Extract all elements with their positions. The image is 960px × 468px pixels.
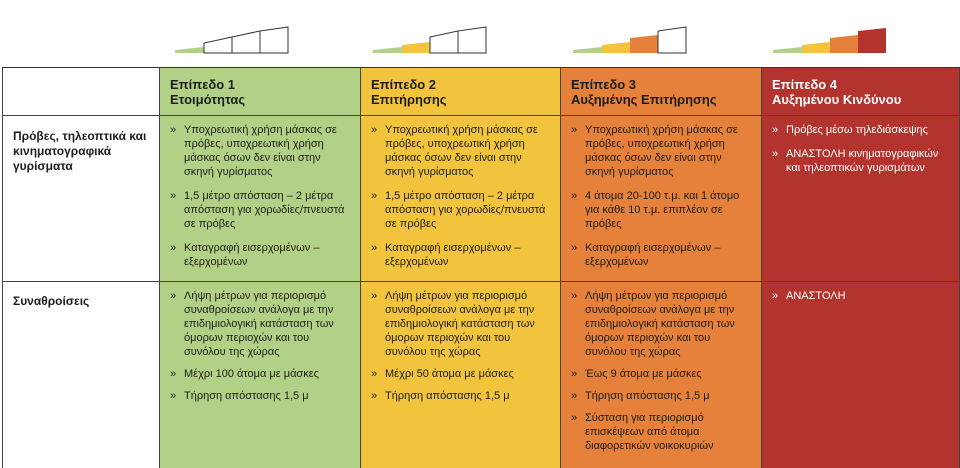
signal-bars-level-2-icon: [372, 26, 488, 54]
level-1-header: [160, 68, 361, 116]
level-1-subtitle: Ετοιμότητας: [170, 92, 246, 107]
row-label-rehearsals: Πρόβες, τηλεοπτικά και κινηματογραφικά γυρίσματα: [13, 129, 147, 173]
list-item: » Πρόβες μέσω τηλεδιάσκεψης: [772, 123, 951, 137]
row-label-gatherings-cell: [2, 282, 160, 468]
list-item: » Καταγραφή εισερχομένων – εξερχομένων: [371, 241, 552, 269]
signal-bars-level-3-icon: [572, 26, 688, 54]
level-icons-row: [0, 0, 960, 67]
level-3-title: Επίπεδο 3: [571, 77, 637, 92]
signal-bars-level-4-icon: [772, 26, 888, 54]
list-item: » Σύσταση για περιορισμό επισκέψεων από άτομα διαφορετικών νοικοκυριών: [571, 411, 753, 453]
list-item: » ΑΝΑΣΤΟΛΗ: [772, 289, 951, 303]
list-item: » Τήρηση απόστασης 1,5 μ: [571, 389, 753, 403]
gatherings-level-2-cell: [361, 282, 561, 468]
list-item: » Έως 9 άτομα με μάσκες: [571, 367, 753, 381]
row-label-rehearsals-cell: [2, 116, 160, 282]
list-item: » Καταγραφή εισερχομένων – εξερχομένων: [571, 241, 753, 269]
list-item: » Μέχρι 50 άτομα με μάσκες: [371, 367, 552, 381]
header-corner: [2, 68, 160, 116]
rehearsals-level-3-cell: [561, 116, 762, 282]
list-item: » Υποχρεωτική χρήση μάσκας σε πρόβες, υποχρεωτική χρήση μάσκας όσων δεν είναι στην σκηνή γυρίσματος: [371, 123, 552, 179]
level-4-title: Επίπεδο 4: [772, 77, 838, 92]
level-4-subtitle: Αυξημένου Κινδύνου: [772, 92, 902, 107]
rehearsals-level-4-cell: [762, 116, 960, 282]
list-item: » ΑΝΑΣΤΟΛΗ κινηματογραφικών και τηλεοπτικών γυρισμάτων: [772, 147, 951, 175]
measures-table: [2, 67, 960, 468]
list-item: » Τήρηση απόστασης 1,5 μ: [170, 389, 352, 403]
list-item: » Μέχρι 100 άτομα με μάσκες: [170, 367, 352, 381]
row-label-gatherings: Συναθροίσεις: [13, 294, 90, 308]
list-item: » Λήψη μέτρων για περιορισμό συναθροίσεων ανάλογα με την επιδημιολογική κατάσταση των όμορων περιοχών και του συνόλου της χώρας: [571, 289, 753, 359]
list-item: » 4 άτομα 20-100 τ.μ. και 1 άτομο για κάθε 10 τ.μ. επιπλέον σε πρόβες: [571, 189, 753, 231]
gatherings-level-4-cell: [762, 282, 960, 468]
list-item: » 1,5 μέτρο απόσταση – 2 μέτρα απόσταση για χορωδίες/πνευστά σε πρόβες: [371, 189, 552, 231]
level-3-subtitle: Αυξημένης Επιτήρησης: [571, 92, 717, 107]
level-4-header: [762, 68, 960, 116]
list-item: » 1,5 μέτρο απόσταση – 2 μέτρα απόσταση για χορωδίες/πνευστά σε πρόβες: [170, 189, 352, 231]
list-item: » Καταγραφή εισερχομένων – εξερχομένων: [170, 241, 352, 269]
list-item: » Υποχρεωτική χρήση μάσκας σε πρόβες, υποχρεωτική χρήση μάσκας όσων δεν είναι στην σκηνή γυρίσματος: [571, 123, 753, 179]
rehearsals-level-2-cell: [361, 116, 561, 282]
list-item: » Υποχρεωτική χρήση μάσκας σε πρόβες, υποχρεωτική χρήση μάσκας όσων δεν είναι στην σκηνή γυρίσματος: [170, 123, 352, 179]
level-2-title: Επίπεδο 2: [371, 77, 437, 92]
level-3-header: [561, 68, 762, 116]
level-2-header: [361, 68, 561, 116]
level-1-title: Επίπεδο 1: [170, 77, 236, 92]
level-2-subtitle: Επιτήρησης: [371, 92, 447, 107]
signal-bars-level-1-icon: [174, 26, 290, 54]
rehearsals-level-1-cell: [160, 116, 361, 282]
gatherings-level-3-cell: [561, 282, 762, 468]
list-item: » Λήψη μέτρων για περιορισμό συναθροίσεων ανάλογα με την επιδημιολογική κατάσταση των όμορων περιοχών και του συνόλου της χώρας: [170, 289, 352, 359]
list-item: » Λήψη μέτρων για περιορισμό συναθροίσεων ανάλογα με την επιδημιολογική κατάσταση των όμορων περιοχών και του συνόλου της χώρας: [371, 289, 552, 359]
gatherings-level-1-cell: [160, 282, 361, 468]
list-item: » Τήρηση απόστασης 1,5 μ: [371, 389, 552, 403]
